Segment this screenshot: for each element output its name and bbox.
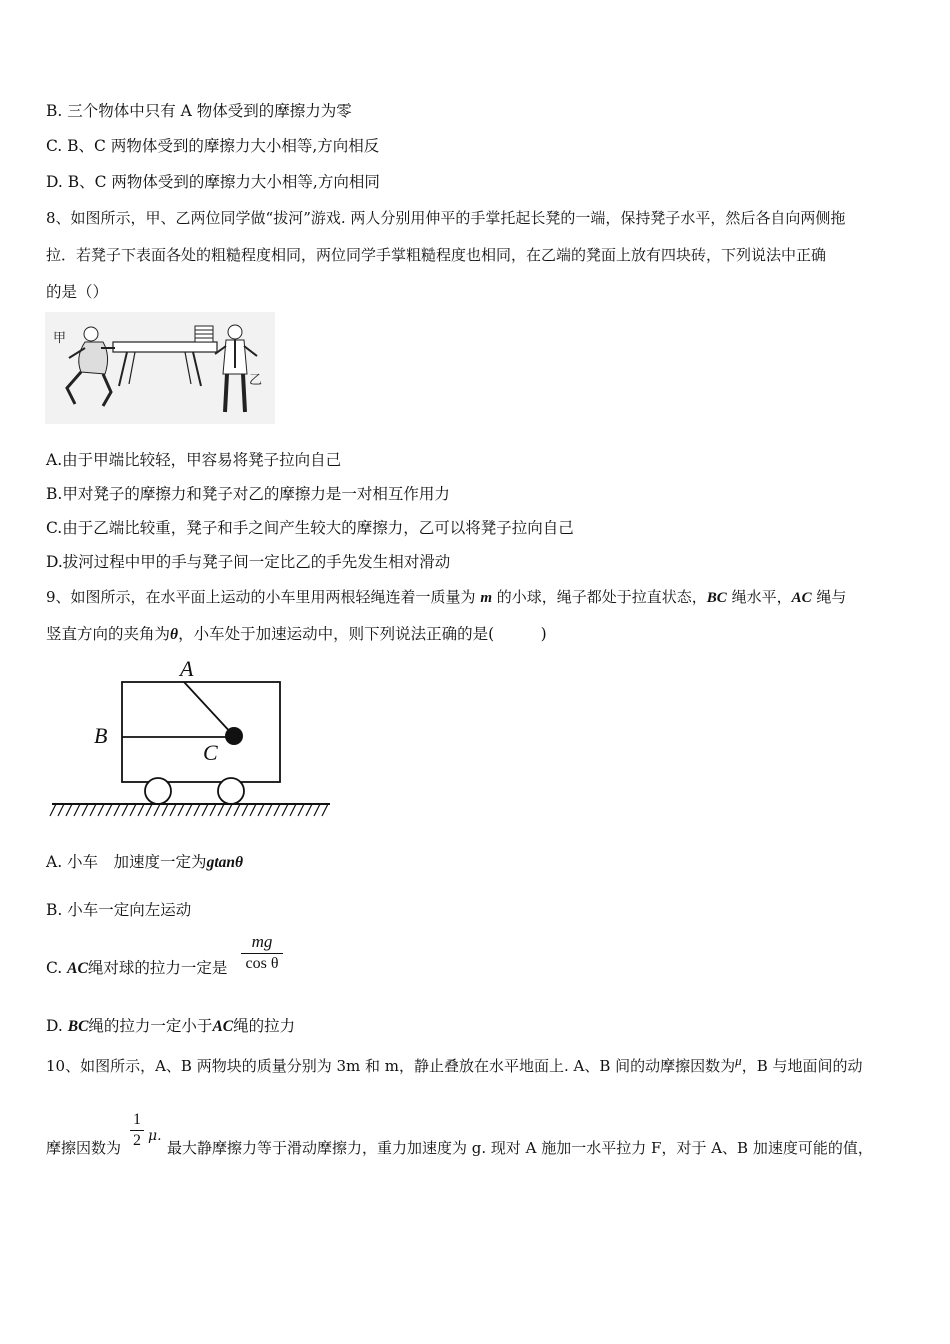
label-b: B — [94, 723, 108, 748]
label-a: A — [180, 656, 194, 681]
q9-option-d: D. BC绳的拉力一定小于AC绳的拉力 — [46, 1017, 296, 1035]
q7-option-c: C. B、C 两物体受到的摩擦力大小相等,方向相反 — [46, 137, 380, 155]
q10-half-fraction: 1 2 — [130, 1111, 144, 1150]
tug-of-war-figure — [45, 312, 275, 424]
q10-mu-half: μ. — [148, 1128, 162, 1144]
label-c: C — [203, 740, 218, 765]
q10-stem-line-1: 10、如图所示，A、B 两物块的质量分别为 3m 和 m，静止叠放在水平地面上. A、B 间的动摩擦因数为$^\mu$，B 与地面间的动 — [46, 1053, 863, 1075]
q9-stem-line-2: 竖直方向的夹角为θ，小车处于加速运动中，则下列说法正确的是( ) — [46, 625, 547, 643]
q8-option-d: D.拔河过程中甲的手与凳子间一定比乙的手先发生相对滑动 — [46, 553, 451, 571]
figure-label-jia: 甲 — [53, 331, 67, 346]
q10-stem-line-2: 最大静摩擦力等于滑动摩擦力，重力加速度为 g. 现对 A 施加一水平拉力 F，对于 A、B 加速度可能的值， — [167, 1139, 873, 1157]
q9-stem-line-1: 9、如图所示，在水平面上运动的小车里用两根轻绳连着一质量为 m 的小球，绳子都处于拉直状态，BC 绳水平，AC 绳与 — [46, 588, 847, 606]
q8-option-a: A.由于甲端比较轻，甲容易将凳子拉向自己 — [46, 451, 342, 469]
q9-option-b: B. 小车一定向左运动 — [46, 901, 192, 919]
q8-option-c: C.由于乙端比较重，凳子和手之间产生较大的摩擦力，乙可以将凳子拉向自己 — [46, 519, 574, 537]
q9-option-c-fraction: mg cos θ — [241, 932, 283, 973]
q9-option-c: C. AC绳对球的拉力一定是 — [46, 959, 228, 977]
q8-stem-line-1: 8、如图所示，甲、乙两位同学做“拔河”游戏. 两人分别用伸平的手掌托起长凳的一端，保持凳子水平，然后各自向两侧拖 — [46, 209, 846, 227]
q8-stem-line-2: 拉．若凳子下表面各处的粗糙程度相同，两位同学手掌粗糙程度也相同，在乙端的凳面上放有四块砖，下列说法中正确 — [46, 246, 827, 264]
figure-label-yi: 乙 — [249, 373, 263, 388]
q10-stem-line-2-prefix: 摩擦因数为 — [46, 1139, 122, 1157]
q7-option-b: B. 三个物体中只有 A 物体受到的摩擦力为零 — [46, 102, 352, 120]
cart-figure — [48, 652, 338, 824]
q8-stem-line-3: 的是（） — [46, 283, 109, 301]
q7-option-d: D. B、C 两物体受到的摩擦力大小相等,方向相同 — [46, 173, 380, 191]
q9-option-a: A. 小车 加速度一定为gtanθ — [46, 853, 244, 871]
q8-option-b: B.甲对凳子的摩擦力和凳子对乙的摩擦力是一对相互作用力 — [46, 485, 450, 503]
